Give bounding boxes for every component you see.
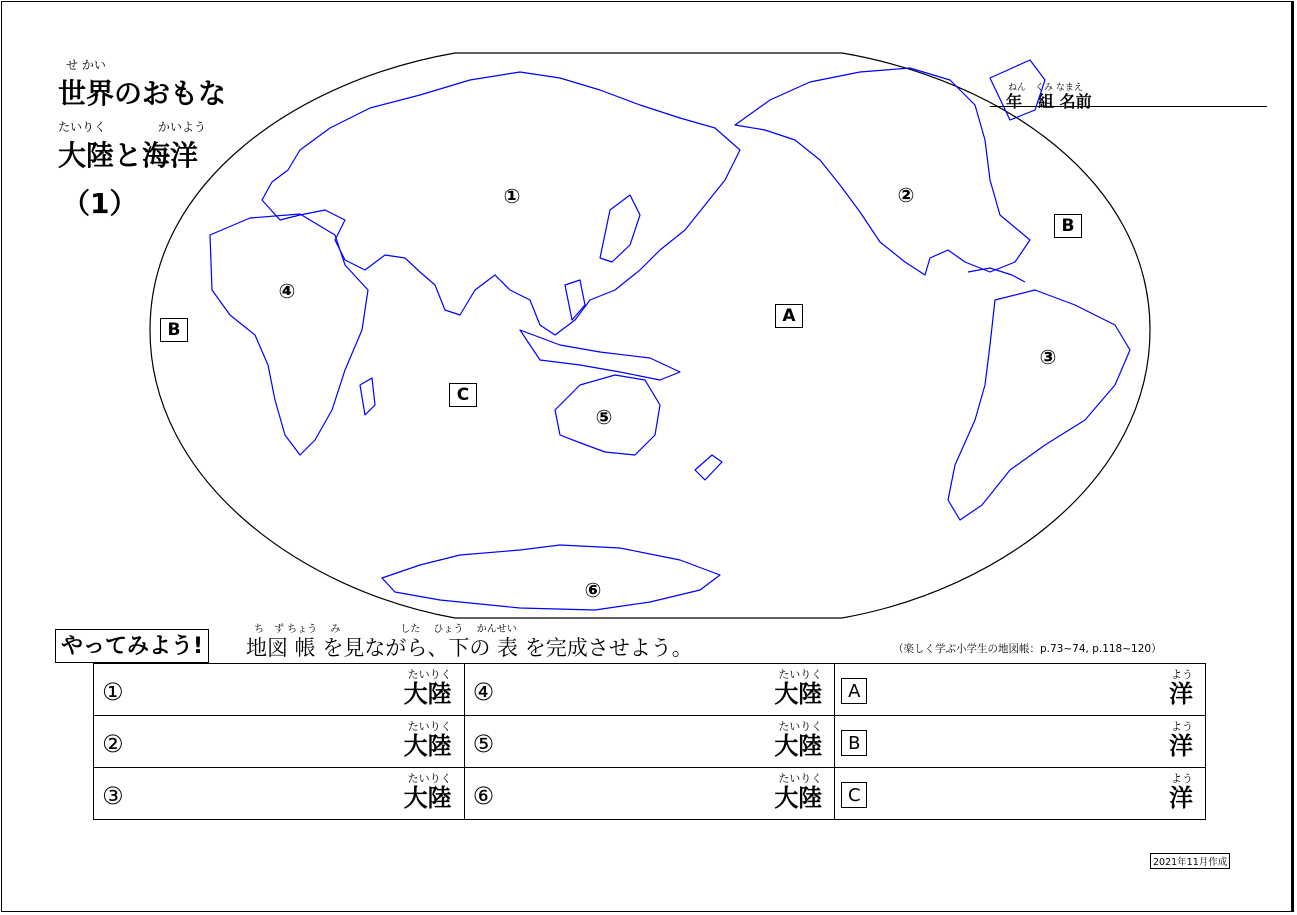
japan-coastline [600, 195, 640, 262]
cell-number: ⑤ [472, 730, 495, 758]
table-row [94, 768, 1206, 820]
cell-suffix: 大陸 [403, 784, 452, 812]
answer-cell-continent-3[interactable] [94, 768, 465, 820]
cell-letter: C [841, 782, 867, 808]
cell-letter: A [841, 678, 867, 704]
answer-cell-ocean-c[interactable] [835, 768, 1206, 820]
cell-ruby: たいりく [407, 668, 452, 681]
continent-label-4: ④ [278, 279, 296, 303]
title-ruby-1: せ かい [66, 58, 106, 72]
antarctica-coastline [382, 545, 720, 610]
cell-ruby: よう [1171, 668, 1193, 681]
answer-cell-continent-1[interactable] [94, 664, 465, 716]
try-it-badge: やってみよう! [55, 629, 209, 663]
creation-date: 2021年11月作成 [1150, 853, 1230, 869]
caribbean-coastline [968, 268, 1025, 282]
cell-suffix: 大陸 [403, 732, 452, 760]
southeast-asia-islands [520, 330, 680, 380]
cell-suffix: 洋 [1169, 784, 1193, 812]
answer-cell-continent-4[interactable] [464, 664, 835, 716]
cell-number: ④ [472, 678, 495, 706]
continent-label-6: ⑥ [584, 578, 602, 602]
cell-ruby: たいりく [778, 668, 823, 681]
cell-letter: B [841, 730, 867, 756]
north-america-coastline [735, 68, 1030, 275]
answer-table [93, 663, 1206, 820]
answer-cell-continent-2[interactable] [94, 716, 465, 768]
cell-ruby: たいりく [778, 720, 823, 733]
title-line-3: （1） [62, 187, 138, 220]
continent-label-1: ① [503, 184, 521, 208]
cell-ruby: よう [1171, 720, 1193, 733]
cell-suffix: 大陸 [774, 680, 823, 708]
reference-text: （楽しく学ぶ小学生の地図帳：p.73~74, p.118~120） [893, 643, 1162, 655]
ocean-label-b-west: B [160, 318, 188, 342]
cell-ruby: たいりく [778, 772, 823, 785]
continent-label-5: ⑤ [595, 405, 613, 429]
name-label: 年 組 名前 [1006, 92, 1092, 111]
continent-label-2: ② [897, 183, 915, 207]
new-zealand-coastline [695, 455, 722, 480]
answer-cell-ocean-a[interactable] [835, 664, 1206, 716]
ocean-label-a: A [775, 304, 803, 328]
cell-suffix: 洋 [1169, 680, 1193, 708]
cell-ruby: たいりく [407, 772, 452, 785]
answer-cell-continent-5[interactable] [464, 716, 835, 768]
cell-number: ① [102, 678, 124, 706]
eurasia-coastline [262, 72, 740, 335]
cell-number: ⑥ [472, 782, 495, 810]
south-america-coastline [948, 290, 1130, 520]
ocean-label-b-east: B [1054, 214, 1082, 238]
table-row [94, 716, 1206, 768]
continent-label-3: ③ [1039, 345, 1057, 369]
instruction-text: 地図 帳 を見ながら、下の 表 を完成させよう。 [246, 636, 693, 660]
cell-ruby: よう [1171, 772, 1193, 785]
madagascar-coastline [360, 378, 375, 415]
table-row [94, 664, 1206, 716]
greenland-coastline [990, 60, 1045, 120]
title-line-1: 世界のおもな [58, 77, 227, 110]
name-ruby: ねん くみ なまえ [1008, 83, 1083, 93]
ocean-label-c: C [449, 383, 477, 407]
cell-suffix: 大陸 [774, 732, 823, 760]
cell-suffix: 大陸 [774, 784, 823, 812]
title-ruby-2a: たいりく [58, 120, 107, 134]
title-line-2: 大陸と海洋 [58, 139, 199, 172]
answer-cell-continent-6[interactable] [464, 768, 835, 820]
cell-suffix: 大陸 [403, 680, 452, 708]
cell-ruby: たいりく [407, 720, 452, 733]
map-border [150, 53, 1150, 618]
cell-number: ③ [102, 782, 124, 810]
instruction-ruby: ち ず ちょう み した ひょう かんせい [254, 624, 517, 635]
answer-cell-ocean-b[interactable] [835, 716, 1206, 768]
title-ruby-2b: かいよう [158, 120, 207, 134]
cell-suffix: 洋 [1169, 732, 1193, 760]
africa-coastline [210, 214, 368, 455]
philippines-coastline [565, 280, 585, 320]
cell-number: ② [102, 730, 124, 758]
